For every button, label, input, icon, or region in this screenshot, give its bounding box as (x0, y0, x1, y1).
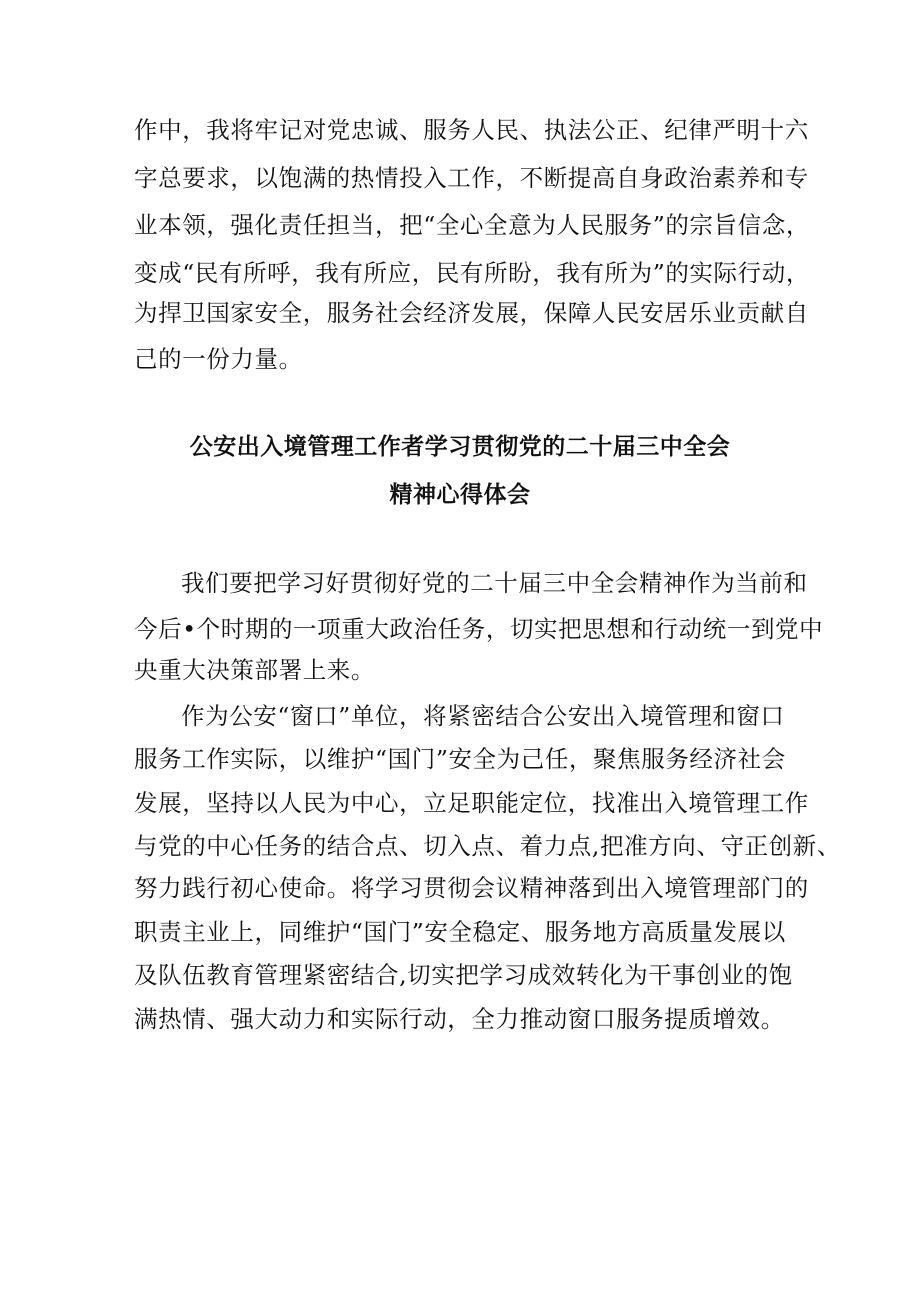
text-line: 与党的中心任务的结合点、切入点、着力点,把准方向、守正创新、 (134, 832, 841, 860)
text-line: 作中，我将牢记对党忠诚、服务人民、执法公正、纪律严明十六 (134, 116, 809, 144)
text-line: 职责主业上，同维护“国门”安全稳定、服务地方高质量发展以 (134, 918, 786, 946)
text-line: 发展，坚持以人民为中心，立足职能定位，找准出入境管理工作 (134, 789, 809, 817)
text-line: 业本领，强化责任担当，把“全心全意为人民服务”的宗旨信念， (134, 211, 810, 239)
text-line: 央重大决策部署上来。 (134, 656, 375, 684)
text-line: 满热情、强大动力和实际行动，全力推动窗口服务提质增效。 (134, 1005, 785, 1033)
text-line: 变成“民有所呼，我有所应，民有所盼，我有所为”的实际行动， (134, 259, 810, 287)
text-line: 为捍卫国家安全，服务社会经济发展，保障人民安居乐业贡献自 (134, 299, 809, 327)
text-line: 我们要把学习好贯彻好党的二十届三中全会精神作为当前和 (181, 569, 808, 597)
text-line: 字总要求，以饱满的热情投入工作，不断提高自身政治素养和专 (134, 164, 809, 192)
title-line-2: 精神心得体会 (389, 482, 531, 508)
text-line: 己的一份力量。 (134, 345, 303, 373)
text-line: 努力践行初心使命。将学习贯彻会议精神落到出入境管理部门的 (134, 874, 809, 902)
title-line-1: 公安出入境管理工作者学习贯彻党的二十届三中全会 (189, 434, 731, 460)
text-line: 作为公安“窗口”单位，将紧密结合公安出入境管理和窗口 (181, 702, 785, 730)
text-line: 及队伍教育管理紧密结合,切实把学习成效转化为干事创业的饱 (134, 961, 793, 989)
text-line: 服务工作实际，以维护“国门”安全为己任，聚焦服务经济社会 (134, 745, 786, 773)
text-line: 今后•个时期的一项重大政治任务，切实把思想和行动统一到党中 (134, 615, 824, 643)
